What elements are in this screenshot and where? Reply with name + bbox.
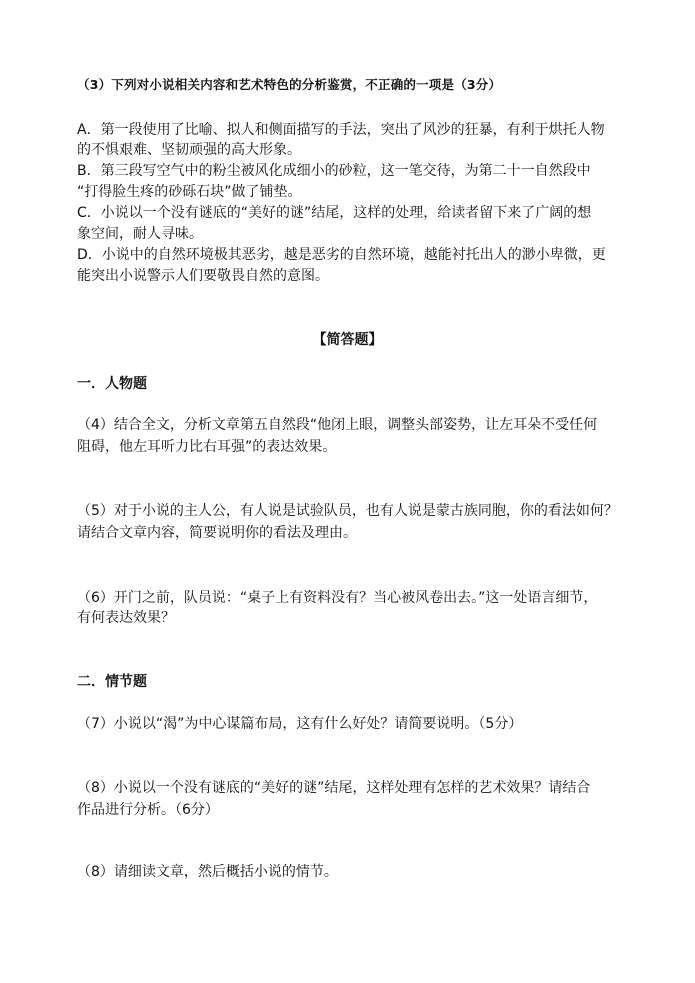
question-6-line-2: 有何表达效果？: [77, 610, 175, 626]
option-a-line-2: 的不惧艰难、坚韧顽强的高大形象。: [77, 142, 301, 158]
option-b-line-1: B．第三段写空气中的粉尘被风化成细小的砂粒，这一笔交待，为第二十一自然段中: [77, 163, 591, 179]
option-a-line-1: A．第一段使用了比喻、拟人和侧面描写的手法，突出了风沙的狂暴，有利于烘托人物: [77, 122, 605, 138]
question-4-line-2: 阻碍，他左耳听力比右耳强”的表达效果。: [77, 439, 337, 455]
option-d-line-1: D．小说中的自然环境极其恶劣，越是恶劣的自然环境，越能衬托出人的渺小卑微，更: [77, 247, 606, 263]
option-c-line-1: C．小说以一个没有谜底的“美好的谜”结尾，这样的处理，给读者留下来了广阔的想: [77, 205, 592, 221]
option-c-line-2: 象空间，耐人寻味。: [77, 226, 203, 242]
question-5-line-1: （5）对于小说的主人公，有人说是试验队员，也有人说是蒙古族同胞，你的看法如何？: [77, 503, 618, 519]
part2-heading: 二．情节题: [77, 674, 147, 690]
part1-heading: 一．人物题: [77, 376, 147, 392]
question-5-line-2: 请结合文章内容，简要说明你的看法及理由。: [77, 525, 357, 541]
question-8a-line-2: 作品进行分析。（6分）: [77, 802, 219, 818]
question-3-title: （3）下列对小说相关内容和艺术特色的分析鉴赏，不正确的一项是（3分）: [77, 77, 502, 92]
question-8b: （8）请细读文章，然后概括小说的情节。: [77, 864, 338, 880]
option-d-line-2: 能突出小说警示人们要敬畏自然的意图。: [77, 268, 329, 284]
question-6-line-1: （6）开门之前，队员说：“桌子上有资料没有？当心被风卷出去。”这一处语言细节，: [77, 590, 598, 606]
question-4-line-1: （4）结合全文，分析文章第五自然段“他闭上眼，调整头部姿势，让左耳朵不受任何: [77, 417, 598, 433]
option-b-line-2: “打得脸生疼的砂砾石块”做了铺垫。: [77, 184, 302, 200]
question-7: （7）小说以“渴”为中心谋篇布局，这有什么好处？请简要说明。（5分）: [77, 716, 523, 732]
question-8a-line-1: （8）小说以一个没有谜底的“美好的谜”结尾，这样处理有怎样的艺术效果？请结合: [77, 780, 591, 796]
section-title: 【简答题】: [312, 332, 383, 348]
